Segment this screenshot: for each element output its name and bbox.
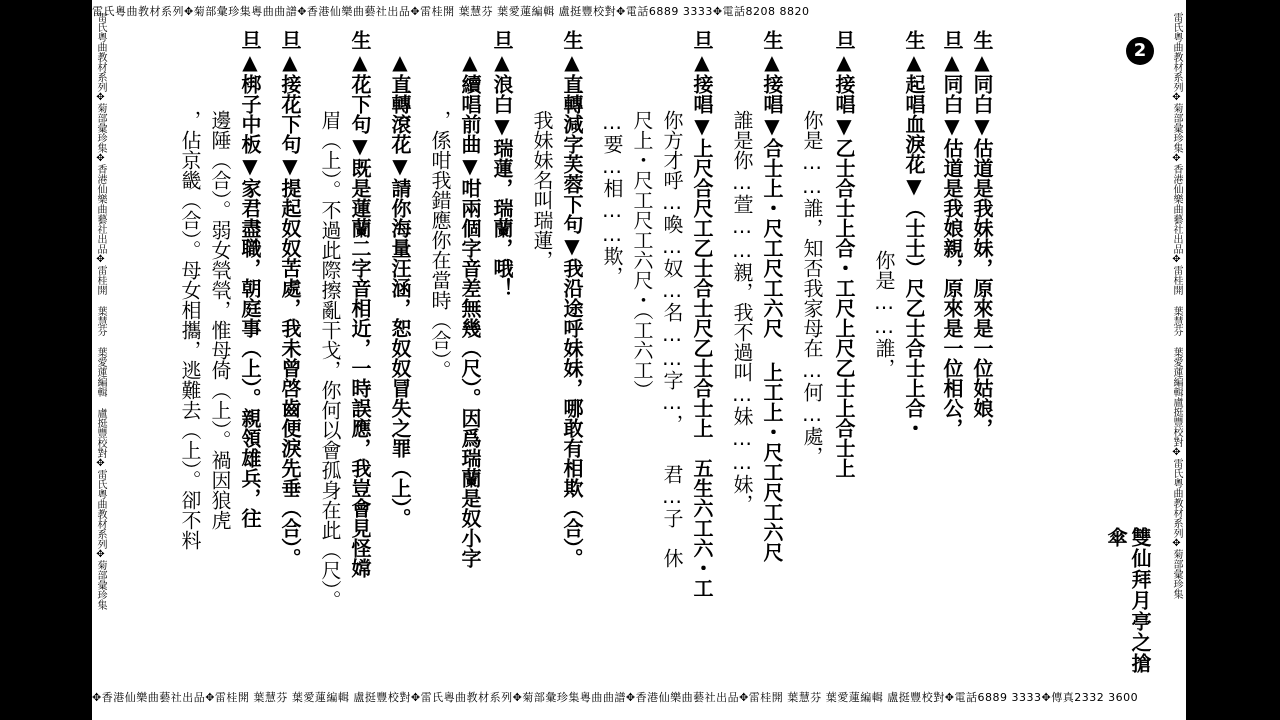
lyric-column: 旦▲同白▼估道是我娘親，原來是一位相公， <box>940 30 964 438</box>
lyric-column: 你方才呼…喚…奴…名……字…， 君…子 休 <box>660 30 684 568</box>
lyric-column: 生▲花下句▼既是蓮蘭二字音相近，一時誤應，我豈會見怪嫦 <box>348 30 372 578</box>
right-black-bar <box>1186 0 1280 720</box>
lyric-column: 旦▲浪白▼瑞蓮，瑞蘭，哦！ <box>490 30 514 298</box>
lyric-column: ，佔京畿（合）。母女相攜，逃難去（上）。卻不料 <box>178 30 202 550</box>
lyric-column: 旦▲接唱▼乙士合士上合・工尺上尺乙士上合士上 <box>832 30 856 478</box>
lyric-column: 旦▲梆子中板▼家君盡職，朝庭事（上）。親領雄兵，往 <box>238 30 262 528</box>
song-title: 雙仙拜月亭之搶傘 <box>1104 527 1152 674</box>
lyric-column: 尺上・尺工尺工六尺・（工六工） <box>630 30 654 400</box>
lyric-column: 你是……誰，知否我家母在…何…處， <box>800 30 824 466</box>
lyric-column: ，係咁我錯應你在當時（合）。 <box>428 30 452 380</box>
left-border-text: 雷氏粵曲教材系列✥菊部彙珍集✥香港仙樂曲藝社出品✥雷桂開 葉慧芬 葉愛蓮編輯 盧挺豐校對✥雷氏粵曲教材系列✥菊部彙珍集 <box>95 12 106 610</box>
lyric-column: 生▲接唱▼合士上・尺工尺工六尺 上工上・尺工尺工六尺 <box>760 30 784 562</box>
lyric-column: ▲續唱前曲▼咁兩個字音差無幾（尺）。因爲瑞蘭是奴小字 <box>458 30 482 568</box>
lyric-column: 邊陲（合）。弱女煢煢，惟母倚（上）。禍因狼虎 <box>208 30 232 530</box>
left-black-bar <box>0 0 92 720</box>
lyric-column: 誰是你…萱……親，我不過叫…妹……妹， <box>730 30 754 514</box>
lyric-column: …要…相……欺， <box>600 30 624 286</box>
page-number-badge: 2 <box>1126 37 1154 65</box>
lyric-column: ▲直轉滾花▼請你海量汪涵，恕奴奴冒失之罪（上）。 <box>388 30 412 528</box>
lyric-column: 生▲起唱血淚花▼（士士）尺乙士合士上合・ <box>902 30 926 438</box>
lyric-column: 你是……誰， <box>872 30 896 378</box>
lyric-column: 我妹妹名叫瑞蓮， <box>530 30 554 270</box>
header-border-text: 雷氏粵曲教材系列✥菊部彙珍集粵曲曲譜✥香港仙樂曲藝社出品✥雷桂開 葉慧芬 葉愛蓮編輯 盧挺豐校對✥電話6889 3333✥電話8208 8820 <box>92 5 810 18</box>
lyric-column: 生▲同白▼估道是我妹妹，原來是一位姑娘， <box>970 30 994 438</box>
lyric-column: 生▲直轉減字芙蓉下句▼我沿途呼妹妹，哪敢有相欺（合）。 <box>560 30 584 568</box>
lyric-column: 旦▲接花下句▼提起奴奴苦處，我未曾啓齒便淚先垂（合）。 <box>278 30 302 568</box>
score-page <box>92 0 1186 720</box>
right-border-text: 雷氏粵曲教材系列✥菊部彙珍集✥香港仙樂曲藝社出品✥雷桂開 葉慧芬 葉愛蓮編輯盧挺豐校對✥雷氏粵曲教材系列✥菊部彙珍集 <box>1171 12 1182 599</box>
lyric-column: 旦▲接唱▼上尺合尺工乙士合士尺乙士合士上 五生六工六・工 <box>690 30 714 598</box>
footer-border-text: ✥香港仙樂曲藝社出品✥雷桂開 葉慧芬 葉愛蓮編輯 盧挺豐校對✥雷氏粵曲教材系列✥菊部彙珍集粵曲曲譜✥香港仙樂曲藝社出品✥雷桂開 葉慧芬 葉愛蓮編輯 盧挺豐校對✥電話6889 3333✥傳真2332 3600 <box>92 691 1139 704</box>
lyric-column: 眉（上）。不過此際擦亂干戈，你何以會孤身在此（尺）。 <box>318 30 342 610</box>
